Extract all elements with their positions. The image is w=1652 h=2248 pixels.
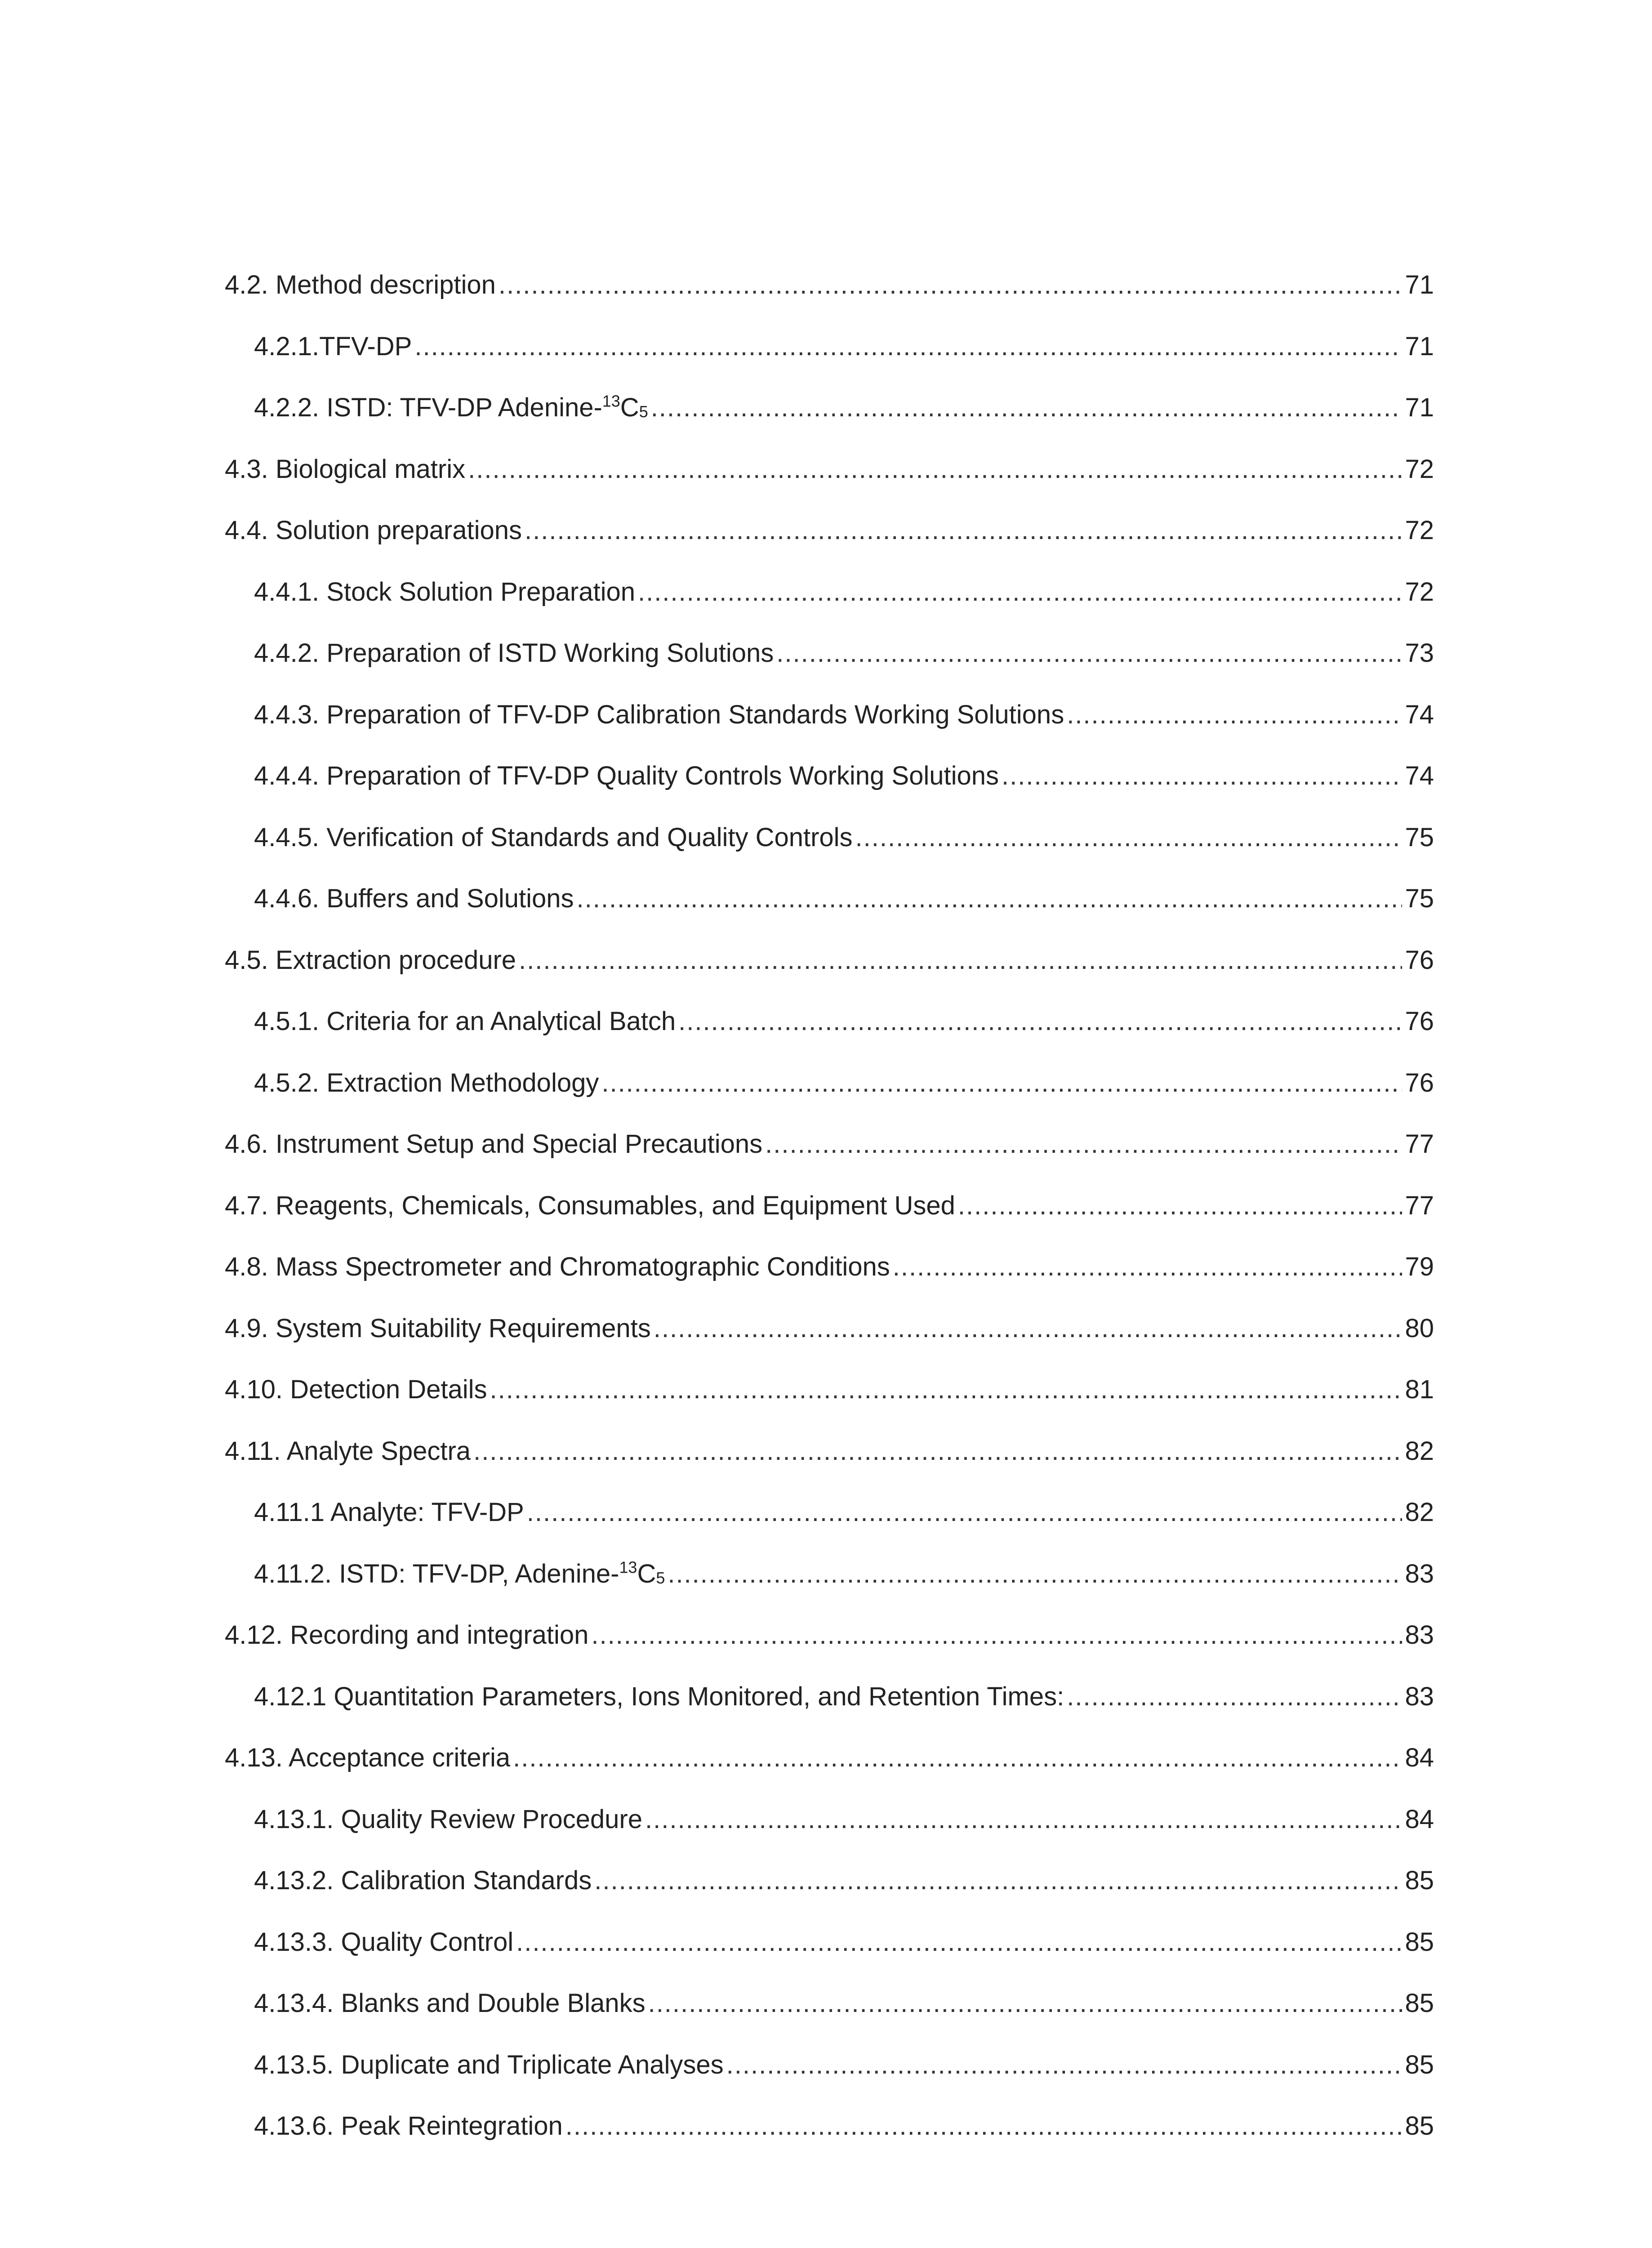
- toc-page-number: 81: [1405, 1375, 1434, 1404]
- toc-entry[interactable]: [225, 392, 1434, 456]
- toc-entry-title: [254, 2052, 724, 2078]
- toc-entry-title: [254, 1868, 592, 1894]
- toc-entry-title: [225, 947, 516, 973]
- toc-page-number: 82: [1405, 1498, 1434, 1527]
- dot-leader: [645, 1806, 1402, 1833]
- toc-entry[interactable]: [225, 1070, 1434, 1132]
- toc-entry-title: [254, 392, 648, 422]
- toc-entry[interactable]: [225, 1193, 1434, 1254]
- superscript: 13: [619, 1557, 637, 1576]
- dot-leader: [591, 1622, 1402, 1648]
- toc-entry[interactable]: [225, 1131, 1434, 1193]
- toc-entry[interactable]: [225, 1929, 1434, 1991]
- toc-page-number: 75: [1405, 884, 1434, 913]
- title-text: 4.9. System Suitability Requirements: [225, 1313, 651, 1343]
- toc-entry-title: [254, 2113, 563, 2139]
- dot-leader: [1067, 702, 1402, 728]
- dot-leader: [527, 1499, 1403, 1525]
- title-text: 4.4.2. Preparation of ISTD Working Solutions: [254, 638, 774, 668]
- title-text: 4.3. Biological matrix: [225, 454, 466, 484]
- toc-entry[interactable]: [225, 1745, 1434, 1806]
- dot-leader: [651, 395, 1403, 421]
- toc-entry[interactable]: [225, 2113, 1434, 2175]
- toc-entry[interactable]: [225, 331, 1434, 395]
- title-text: 4.4. Solution preparations: [225, 516, 522, 545]
- toc-entry[interactable]: [225, 272, 1434, 334]
- toc-entry-title: [225, 1438, 471, 1464]
- toc-entry-title: [254, 1008, 676, 1035]
- title-text: 4.8. Mass Spectrometer and Chromatographic Conditions: [225, 1252, 890, 1281]
- toc-entry-title: [225, 1254, 890, 1280]
- title-text: 4.5.1. Criteria for an Analytical Batch: [254, 1007, 676, 1036]
- toc-entry[interactable]: [225, 702, 1434, 763]
- toc-page-number: 72: [1405, 577, 1434, 607]
- dot-leader: [577, 886, 1403, 912]
- title-text: C: [637, 1559, 656, 1588]
- toc-page-number: 72: [1405, 454, 1434, 484]
- toc-page-number: 77: [1405, 1191, 1434, 1220]
- title-text: 4.2.1.TFV-DP: [254, 331, 412, 361]
- toc-entry-title: [254, 1806, 642, 1833]
- toc-page-number: 80: [1405, 1313, 1434, 1343]
- toc-entry-title: [254, 1070, 599, 1096]
- title-text: 4.4.6. Buffers and Solutions: [254, 884, 574, 913]
- toc-entry[interactable]: [225, 1684, 1434, 1745]
- title-text: 4.4.1. Stock Solution Preparation: [254, 577, 635, 607]
- toc-page-number: 76: [1405, 1068, 1434, 1097]
- toc-page-number: 83: [1405, 1620, 1434, 1650]
- dot-leader: [1067, 1684, 1402, 1710]
- toc-entry-title: [225, 1377, 487, 1403]
- toc-entry-title: [225, 456, 465, 482]
- toc-entry[interactable]: [225, 1313, 1434, 1377]
- toc-entry[interactable]: [225, 1499, 1434, 1561]
- dot-leader: [678, 1008, 1402, 1035]
- title-text: 4.13.3. Quality Control: [254, 1927, 514, 1957]
- title-text: 4.13.4. Blanks and Double Blanks: [254, 1989, 646, 2018]
- toc-entry[interactable]: [225, 1622, 1434, 1684]
- toc-entry-title: [254, 763, 999, 789]
- toc-entry-title: [254, 886, 574, 912]
- title-text: C: [620, 393, 639, 422]
- toc-page-number: 84: [1405, 1743, 1434, 1772]
- toc-page-number: 85: [1405, 2050, 1434, 2079]
- dot-leader: [414, 334, 1402, 360]
- title-text: 4.5. Extraction procedure: [225, 945, 517, 975]
- toc-entry-title: [254, 1990, 646, 2016]
- title-text: 4.11. Analyte Spectra: [225, 1436, 471, 1466]
- toc-entry-title: [225, 272, 496, 298]
- dot-leader: [516, 1929, 1402, 1955]
- title-text: 4.13.2. Calibration Standards: [254, 1866, 592, 1895]
- superscript: 13: [602, 392, 620, 410]
- toc-page-number: 85: [1405, 1866, 1434, 1895]
- toc-entry-title: [225, 517, 522, 544]
- title-text: 4.13.6. Peak Reintegration: [254, 2111, 563, 2141]
- title-text: 4.10. Detection Details: [225, 1375, 487, 1404]
- toc-entry[interactable]: [225, 640, 1434, 702]
- toc-entry[interactable]: [225, 517, 1434, 579]
- dot-leader: [654, 1316, 1403, 1342]
- title-text: 4.12. Recording and integration: [225, 1620, 589, 1650]
- title-text: 4.6. Instrument Setup and Special Precautions: [225, 1129, 763, 1159]
- title-text: 4.4.4. Preparation of TFV-DP Quality Controls Working Solutions: [254, 761, 999, 790]
- dot-leader: [513, 1745, 1402, 1771]
- toc-page-number: 83: [1405, 1682, 1434, 1711]
- toc-page-number: 76: [1405, 1007, 1434, 1036]
- toc-entry[interactable]: [225, 1438, 1434, 1500]
- toc-entry-title: [254, 640, 774, 666]
- toc-page-number: 76: [1405, 945, 1434, 975]
- toc-page-number: 82: [1405, 1436, 1434, 1466]
- toc-page-number: 84: [1405, 1804, 1434, 1834]
- title-text: 4.11.2. ISTD: TFV-DP, Adenine-: [254, 1559, 619, 1588]
- subscript: 5: [639, 402, 648, 421]
- title-text: 4.2.2. ISTD: TFV-DP Adenine-: [254, 393, 602, 422]
- dot-leader: [490, 1377, 1403, 1403]
- toc-entry-title: [225, 1745, 510, 1771]
- title-text: 4.5.2. Extraction Methodology: [254, 1068, 599, 1097]
- title-text: 4.4.5. Verification of Standards and Quality Controls: [254, 822, 853, 852]
- title-text: 4.2. Method description: [225, 270, 496, 299]
- toc-entry-title: [254, 1499, 524, 1525]
- toc-entry[interactable]: [225, 947, 1434, 1009]
- toc-page-number: 85: [1405, 1989, 1434, 2018]
- toc-entry-title: [254, 1684, 1064, 1710]
- title-text: 4.13.1. Quality Review Procedure: [254, 1804, 642, 1834]
- toc-entry-title: [225, 1193, 955, 1219]
- dot-leader: [776, 640, 1402, 666]
- toc-page-number: 85: [1405, 2111, 1434, 2141]
- toc-page-number: 71: [1405, 270, 1434, 299]
- dot-leader: [499, 272, 1403, 298]
- toc-entry[interactable]: [225, 886, 1434, 947]
- toc-entry-title: [225, 1622, 588, 1648]
- toc-entry[interactable]: [225, 1008, 1434, 1070]
- toc-entry-title: [225, 1131, 762, 1157]
- toc-page-number: 74: [1405, 761, 1434, 790]
- dot-leader: [519, 947, 1402, 973]
- dot-leader: [1002, 763, 1402, 789]
- dot-leader: [855, 825, 1403, 851]
- dot-leader: [668, 1561, 1402, 1587]
- title-text: 4.7. Reagents, Chemicals, Consumables, and Equipment Used: [225, 1191, 955, 1220]
- toc-entry-title: [254, 1557, 665, 1588]
- toc-page-number: 85: [1405, 1927, 1434, 1957]
- toc-page-number: 75: [1405, 822, 1434, 852]
- dot-leader: [726, 2052, 1403, 2078]
- toc-entry-title: [254, 822, 853, 852]
- dot-leader: [893, 1254, 1403, 1280]
- dot-leader: [473, 1438, 1402, 1464]
- toc-page-number: 72: [1405, 516, 1434, 545]
- title-text: 4.4.3. Preparation of TFV-DP Calibration Standards Working Solutions: [254, 700, 1064, 729]
- toc-entry[interactable]: [225, 2052, 1434, 2114]
- toc-entry[interactable]: [225, 1557, 1434, 1623]
- toc-page-number: 77: [1405, 1129, 1434, 1159]
- table-of-contents: [225, 272, 1434, 2175]
- toc-entry-title: [225, 1313, 651, 1343]
- toc-entry[interactable]: [225, 579, 1434, 641]
- toc-entry[interactable]: [225, 822, 1434, 886]
- title-text: 4.12.1 Quantitation Parameters, Ions Monitored, and Retention Times:: [254, 1682, 1064, 1711]
- toc-entry-title: [254, 702, 1064, 728]
- toc-entry[interactable]: [225, 1377, 1434, 1438]
- toc-entry[interactable]: [225, 456, 1434, 518]
- dot-leader: [958, 1193, 1403, 1219]
- dot-leader: [648, 1990, 1403, 2016]
- dot-leader: [601, 1070, 1402, 1096]
- toc-page-number: 73: [1405, 638, 1434, 668]
- toc-page-number: 71: [1405, 331, 1434, 361]
- title-text: 4.13.5. Duplicate and Triplicate Analyses: [254, 2050, 724, 2079]
- dot-leader: [594, 1868, 1402, 1894]
- toc-entry[interactable]: [225, 1806, 1434, 1868]
- title-text: 4.11.1 Analyte: TFV-DP: [254, 1498, 524, 1527]
- toc-entry-title: [254, 331, 412, 361]
- toc-entry-title: [254, 579, 635, 605]
- toc-entry-title: [254, 1929, 513, 1955]
- toc-page-number: 83: [1405, 1559, 1434, 1588]
- toc-entry[interactable]: [225, 1990, 1434, 2052]
- toc-entry[interactable]: [225, 1868, 1434, 1929]
- toc-page-number: 79: [1405, 1252, 1434, 1281]
- dot-leader: [525, 517, 1402, 544]
- toc-page-number: 71: [1405, 393, 1434, 422]
- toc-page-number: 74: [1405, 700, 1434, 729]
- dot-leader: [566, 2113, 1403, 2139]
- toc-entry[interactable]: [225, 1254, 1434, 1316]
- subscript: 5: [656, 1568, 665, 1587]
- dot-leader: [765, 1131, 1402, 1157]
- toc-entry[interactable]: [225, 763, 1434, 825]
- dot-leader: [638, 579, 1403, 605]
- dot-leader: [468, 456, 1402, 482]
- title-text: 4.13. Acceptance criteria: [225, 1743, 511, 1772]
